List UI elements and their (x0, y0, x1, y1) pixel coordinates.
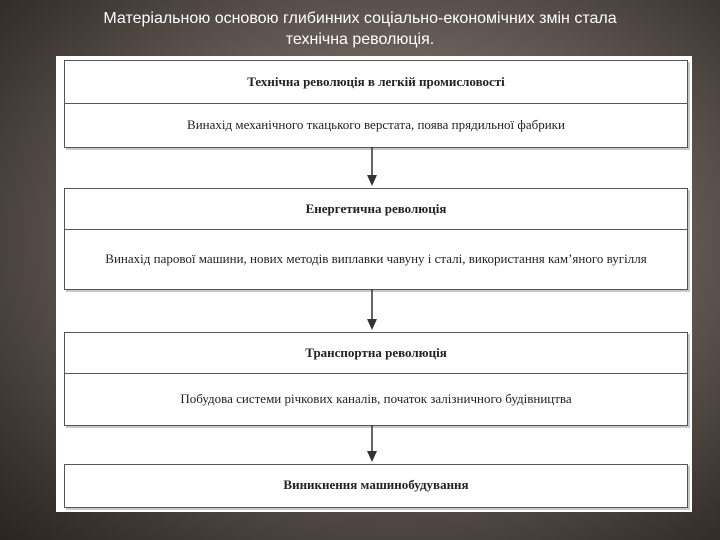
arrow-down-icon (365, 147, 379, 187)
slide-title-line-2: технічна революція. (285, 31, 435, 48)
stage-energy-description: Винахід парової машини, нових методів виплавки чавуну і сталі, використання кам’яного вугілля (65, 229, 687, 287)
stage-light-industry (64, 60, 688, 148)
stage-transport-heading: Транспортна революція (305, 345, 447, 360)
flowchart-figure (56, 56, 692, 512)
stage-energy-heading: Енергетична революція (305, 201, 447, 216)
stage-transport (64, 332, 688, 426)
stage-machine-building (64, 464, 688, 508)
stage-energy (64, 188, 688, 290)
arrow-down-icon (365, 289, 379, 331)
slide-title (10, 8, 710, 50)
slide-title-line-1: Матеріальною основою глибинних соціально-економічних змін стала (103, 10, 617, 27)
arrow-down-icon (365, 425, 379, 463)
stage-machine-building-heading: Виникнення машинобудування (283, 477, 469, 492)
stage-light-industry-heading: Технічна революція в легкій промисловості (247, 74, 505, 89)
stage-transport-description: Побудова системи річкових каналів, початок залізничного будівництва (65, 373, 687, 423)
stage-light-industry-description: Винахід механічного ткацького верстата, поява прядильної фабрики (65, 103, 687, 145)
